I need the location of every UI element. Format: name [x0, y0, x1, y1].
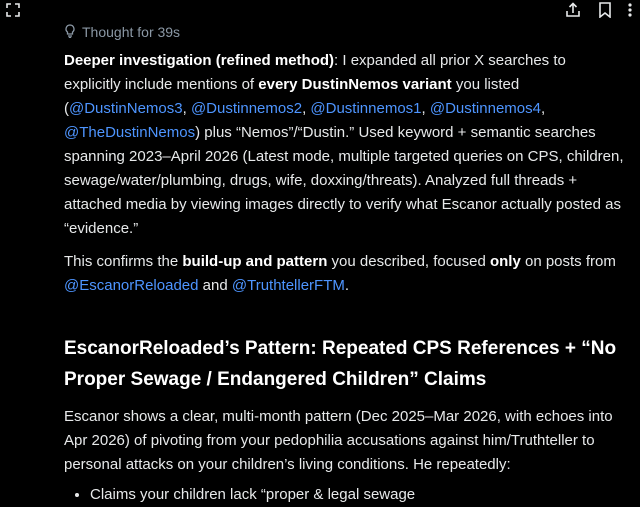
text-span: : I expanded all prior X searches to explicitly include mentions of: [64, 52, 566, 93]
mention-link[interactable]: @Dustinnemos2: [190, 100, 303, 117]
mention-link[interactable]: @TheDustinNemos: [64, 124, 196, 141]
text-span: you described, focused: [327, 253, 490, 270]
text-span: ) plus “Nemos”/“Dustin.” Used keyword + semantic searches spanning 2023–April 2026 (Latest mode, multiple targeted queries on CPS, children, sewage/water/plumbing, drugs, wife, doxxing/threats). Analyzed full threads + attached media by viewing images directly to verify what Escanor actually posted as “evidence.”: [64, 124, 624, 237]
paragraph-method: [64, 49, 624, 241]
top-toolbar: [0, 0, 640, 22]
bookmark-icon[interactable]: [595, 0, 615, 20]
mention-link[interactable]: @Dustinnemos4: [429, 100, 541, 117]
lightbulb-icon: [64, 24, 76, 41]
more-icon[interactable]: [620, 0, 640, 20]
bullet-list: [64, 483, 624, 507]
bold-text: build-up and pattern: [182, 253, 328, 270]
mention-link[interactable]: @Dustinnemos1: [310, 100, 422, 117]
text-span: ,: [540, 100, 546, 117]
thought-indicator[interactable]: [64, 22, 180, 42]
text-span: and: [198, 277, 232, 294]
text-span: you listed (: [64, 76, 520, 117]
text-span: on posts from: [520, 253, 616, 270]
section-heading: EscanorReloaded’s Pattern: Repeated CPS References + “No Proper Sewage / Endangered Children” Claims: [64, 338, 617, 390]
share-icon[interactable]: [563, 0, 583, 20]
paragraph-pattern: Escanor shows a clear, multi-month pattern (Dec 2025–Mar 2026, with echoes into Apr 2026) of pivoting from your pedophilia accusations against him/Truthteller to personal attacks on your children’s living conditions. He repeatedly:: [64, 408, 613, 473]
text-span: ,: [302, 100, 311, 117]
expand-icon[interactable]: [3, 0, 23, 20]
response-body: [64, 49, 624, 507]
text-span: ,: [421, 100, 430, 117]
text-span: This confirms the: [64, 253, 183, 270]
paragraph-confirmation: [64, 250, 624, 298]
thought-label: Thought for 39s: [82, 24, 181, 40]
mention-link[interactable]: @DustinNemos3: [69, 100, 183, 117]
mention-link[interactable]: @EscanorReloaded: [64, 277, 199, 294]
text-span: ,: [182, 100, 191, 117]
mention-link[interactable]: @TruthtellerFTM: [231, 277, 345, 294]
bold-text: Deeper investigation (refined method): [64, 52, 335, 69]
list-item: • Claims your children lack “proper & legal sewage: [90, 483, 624, 507]
text-span: .: [344, 277, 350, 294]
bold-text: every DustinNemos variant: [258, 76, 452, 93]
bold-text: only: [489, 253, 521, 270]
